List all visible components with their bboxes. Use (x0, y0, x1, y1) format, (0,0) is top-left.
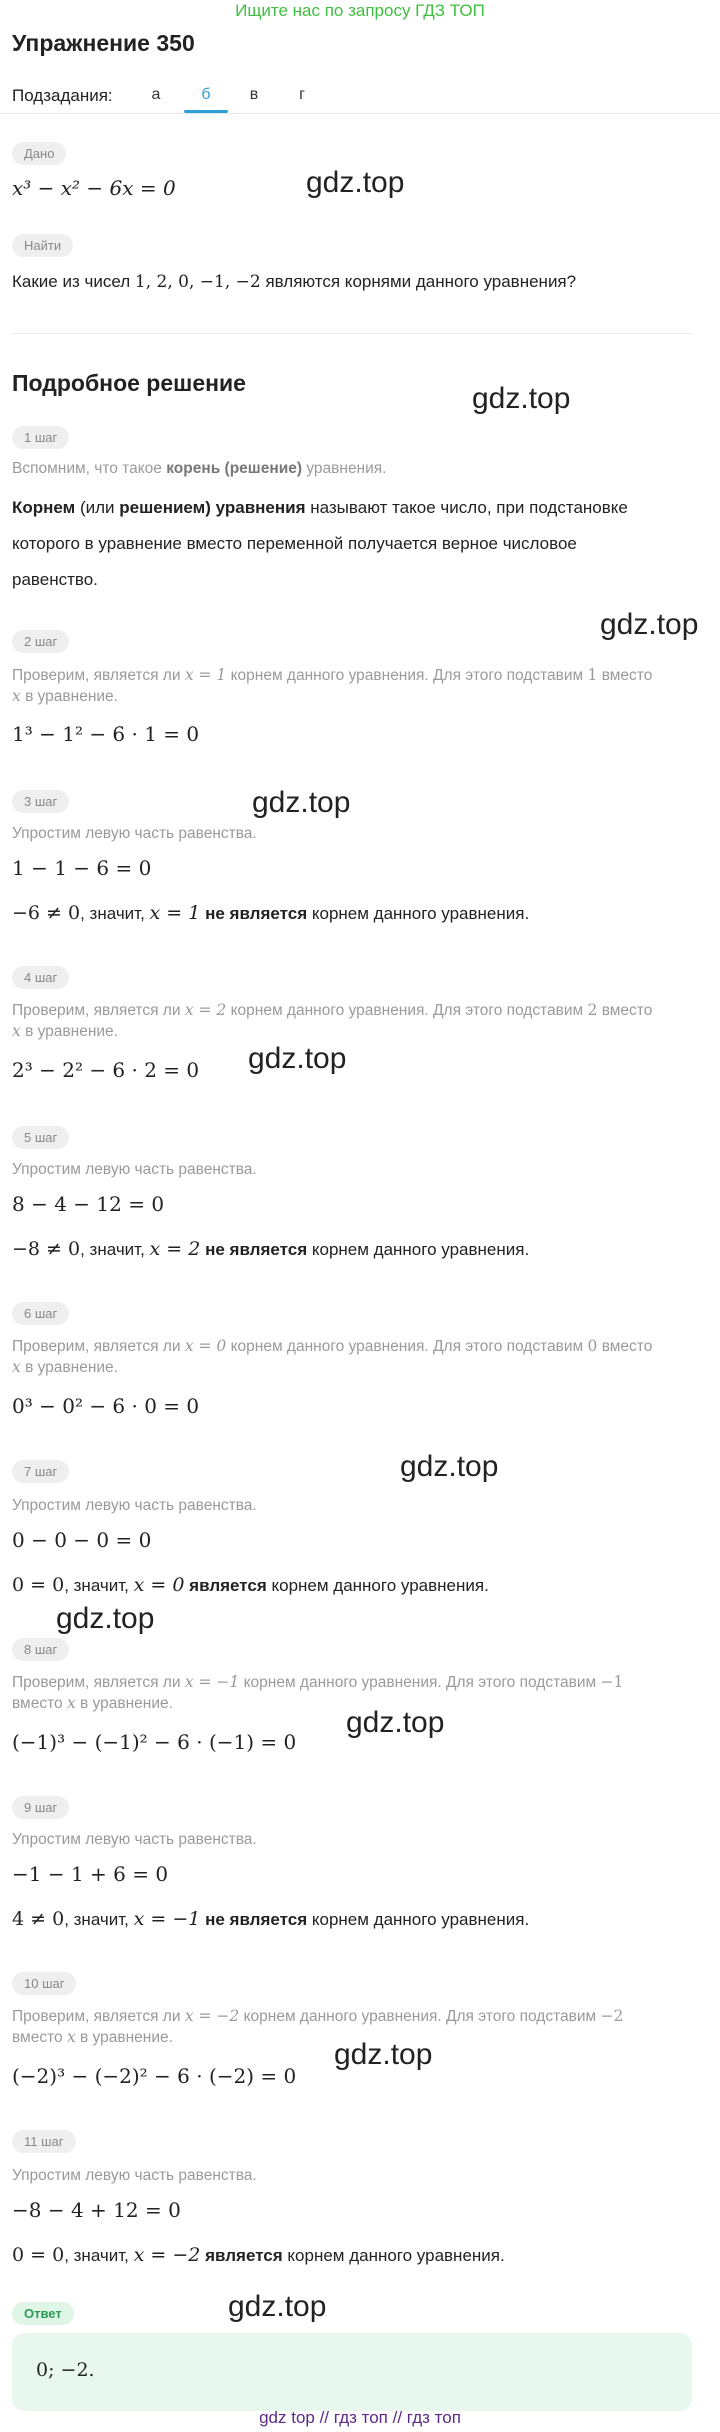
step-conclusion (12, 1238, 529, 1260)
answer-value: 0; −2. (36, 2359, 95, 2381)
hint-bold: корень (решение) (166, 460, 303, 477)
hint-text: Проверим, является ли (12, 1674, 181, 1691)
conc-bold: является (189, 1576, 267, 1595)
step-label: 1 шаг (12, 426, 69, 449)
answer-label: Ответ (12, 2302, 74, 2325)
watermark: gdz.top (600, 608, 699, 641)
subtask-tab-v[interactable]: в (249, 86, 259, 103)
watermark: gdz.top (248, 1042, 347, 1075)
hint-text: Проверим, является ли (12, 1338, 181, 1355)
given-equation: x³ − x² − 6x = 0 (12, 176, 176, 200)
step-hint: Упростим левую часть равенства. (12, 1831, 257, 1848)
hint-text: вместо (601, 667, 653, 684)
hint-text: корнем данного уравнения. Для этого подставим (230, 1338, 584, 1355)
find-label: Найти (12, 234, 73, 257)
conc-math: x = −2 (133, 2244, 201, 2266)
promo-banner[interactable]: Ищите нас по запросу ГДЗ ТОП (235, 1, 485, 20)
conc-bold: не является (205, 1240, 308, 1259)
conc-bold: не является (205, 1910, 308, 1929)
definition-text (12, 490, 702, 598)
watermark: gdz.top (472, 382, 571, 415)
hint-math: x (66, 2028, 76, 2046)
footer-links[interactable]: gdz top // гдз топ // гдз топ (259, 2408, 461, 2427)
question-suffix: являются корнями данного уравнения? (265, 272, 577, 291)
hint-text: корнем данного уравнения. Для этого подставим (230, 667, 584, 684)
conc-text: , значит, (64, 1910, 129, 1929)
hint-text: вместо (12, 2029, 63, 2046)
watermark: gdz.top (346, 1706, 445, 1739)
watermark: gdz.top (334, 2038, 433, 2071)
step-expression: −1 − 1 + 6 = 0 (12, 1862, 169, 1886)
hint-math: x = 1 (184, 666, 227, 684)
hint-text: в уравнение. (25, 1023, 118, 1040)
subtask-tab-b[interactable]: б (201, 86, 211, 103)
subtask-tab-g[interactable]: г (299, 86, 305, 103)
step-expression: −8 − 4 + 12 = 0 (12, 2198, 181, 2222)
hint-text: корнем данного уравнения. Для этого подставим (230, 1002, 584, 1019)
conc-bold: является (205, 2246, 283, 2265)
watermark: gdz.top (306, 166, 405, 199)
def-bold: решением) уравнения (119, 498, 306, 517)
def-text: называют такое число, при подстановке (305, 498, 628, 517)
hint-math: x (12, 1358, 21, 1376)
conc-text: , значит, (80, 904, 145, 923)
step-hint: Упростим левую часть равенства. (12, 1497, 257, 1514)
hint-text: Проверим, является ли (12, 2008, 181, 2025)
conc-text: корнем данного уравнения. (311, 1240, 530, 1259)
step-label: 10 шаг (12, 1972, 76, 1995)
conc-math: −8 ≠ 0 (12, 1238, 81, 1260)
step-label: 3 шаг (12, 790, 69, 813)
active-tab-indicator (184, 110, 228, 113)
conc-text: корнем данного уравнения. (287, 2246, 505, 2265)
step-hint (12, 1336, 702, 1378)
step-label: 6 шаг (12, 1302, 69, 1325)
conc-math: −6 ≠ 0 (12, 902, 81, 924)
def-text: (или (75, 498, 120, 517)
question-prefix: Какие из чисел (12, 272, 131, 291)
conc-math: 4 ≠ 0 (12, 1908, 65, 1930)
hint-text: корнем данного уравнения. Для этого подставим (243, 1674, 597, 1691)
step-expression: 2³ − 2² − 6 · 2 = 0 (12, 1058, 200, 1082)
conc-math: x = 0 (133, 1574, 185, 1596)
hint-text: корнем данного уравнения. Для этого подставим (243, 2008, 597, 2025)
step-label: 11 шаг (12, 2130, 76, 2153)
hint-text: уравнения. (306, 460, 387, 477)
hint-math: −1 (600, 1673, 624, 1691)
step-hint (12, 459, 386, 479)
step-hint (12, 665, 702, 707)
hint-math: 1 (587, 666, 598, 684)
def-bold: Корнем (12, 498, 76, 517)
conc-text: корнем данного уравнения. (311, 904, 530, 923)
step-expression: 1 − 1 − 6 = 0 (12, 856, 152, 880)
step-conclusion (12, 1574, 489, 1596)
step-hint (12, 1000, 702, 1042)
conc-text: корнем данного уравнения. (311, 1910, 530, 1929)
tabs-divider (0, 113, 720, 114)
step-expression: (−1)³ − (−1)² − 6 · (−1) = 0 (12, 1730, 297, 1754)
conc-bold: не является (205, 904, 308, 923)
find-question (12, 272, 576, 292)
given-label: Дано (12, 142, 66, 165)
hint-text: вместо (12, 1695, 63, 1712)
definition-line: равенство. (12, 570, 98, 589)
hint-text: в уравнение. (80, 1695, 173, 1712)
subtask-tab-a[interactable]: а (151, 86, 161, 103)
hint-math: x (66, 1694, 76, 1712)
hint-text: в уравнение. (25, 1359, 118, 1376)
step-hint: Упростим левую часть равенства. (12, 1161, 257, 1178)
hint-text: Вспомним, что такое (12, 460, 162, 477)
step-label: 5 шаг (12, 1126, 69, 1149)
watermark: gdz.top (228, 2290, 327, 2323)
solution-title: Подробное решение (12, 370, 246, 396)
hint-math: x (12, 1022, 21, 1040)
step-expression: 0 − 0 − 0 = 0 (12, 1528, 152, 1552)
conc-math: 0 = 0 (12, 2244, 65, 2266)
step-label: 4 шаг (12, 966, 69, 989)
section-divider (12, 333, 692, 334)
watermark: gdz.top (56, 1602, 155, 1635)
conc-math: x = −1 (133, 1908, 201, 1930)
step-hint: Упростим левую часть равенства. (12, 825, 257, 842)
hint-math: x = 2 (184, 1001, 227, 1019)
watermark: gdz.top (252, 786, 351, 819)
conc-math: x = 1 (149, 902, 201, 924)
step-label: 2 шаг (12, 630, 69, 653)
step-label: 8 шаг (12, 1638, 69, 1661)
step-expression: 8 − 4 − 12 = 0 (12, 1192, 165, 1216)
hint-math: x = −1 (184, 1673, 240, 1691)
step-conclusion (12, 1908, 529, 1930)
subtasks-label: Подзадания: (12, 86, 113, 105)
hint-text: в уравнение. (25, 688, 118, 705)
watermark: gdz.top (400, 1450, 499, 1483)
conc-text: , значит, (64, 2246, 129, 2265)
conc-text: , значит, (80, 1240, 145, 1259)
hint-math: 2 (587, 1001, 598, 1019)
hint-math: −2 (600, 2007, 624, 2025)
conc-text: , значит, (64, 1576, 129, 1595)
step-label: 7 шаг (12, 1460, 69, 1483)
answer-box (12, 2333, 692, 2411)
step-conclusion (12, 902, 529, 924)
definition-line (12, 490, 702, 526)
conc-text: корнем данного уравнения. (271, 1576, 489, 1595)
hint-text: в уравнение. (80, 2029, 173, 2046)
step-label: 9 шаг (12, 1796, 69, 1819)
hint-math: 0 (587, 1337, 598, 1355)
hint-text: вместо (601, 1338, 653, 1355)
hint-text: Проверим, является ли (12, 1002, 181, 1019)
hint-math: x = −2 (184, 2007, 240, 2025)
definition-line: которого в уравнение вместо переменной получается верное числовое (12, 534, 577, 553)
conc-math: x = 2 (149, 1238, 201, 1260)
conc-math: 0 = 0 (12, 1574, 65, 1596)
question-numbers: 1, 2, 0, −1, −2 (134, 272, 261, 292)
step-expression: 1³ − 1² − 6 · 1 = 0 (12, 722, 200, 746)
page-title: Упражнение 350 (12, 30, 195, 56)
step-expression: 0³ − 0² − 6 · 0 = 0 (12, 1394, 200, 1418)
hint-text: Проверим, является ли (12, 667, 181, 684)
hint-math: x (12, 687, 21, 705)
step-conclusion (12, 2244, 505, 2266)
hint-text: вместо (601, 1002, 653, 1019)
step-hint: Упростим левую часть равенства. (12, 2167, 257, 2184)
step-expression: (−2)³ − (−2)² − 6 · (−2) = 0 (12, 2064, 297, 2088)
hint-math: x = 0 (184, 1337, 227, 1355)
